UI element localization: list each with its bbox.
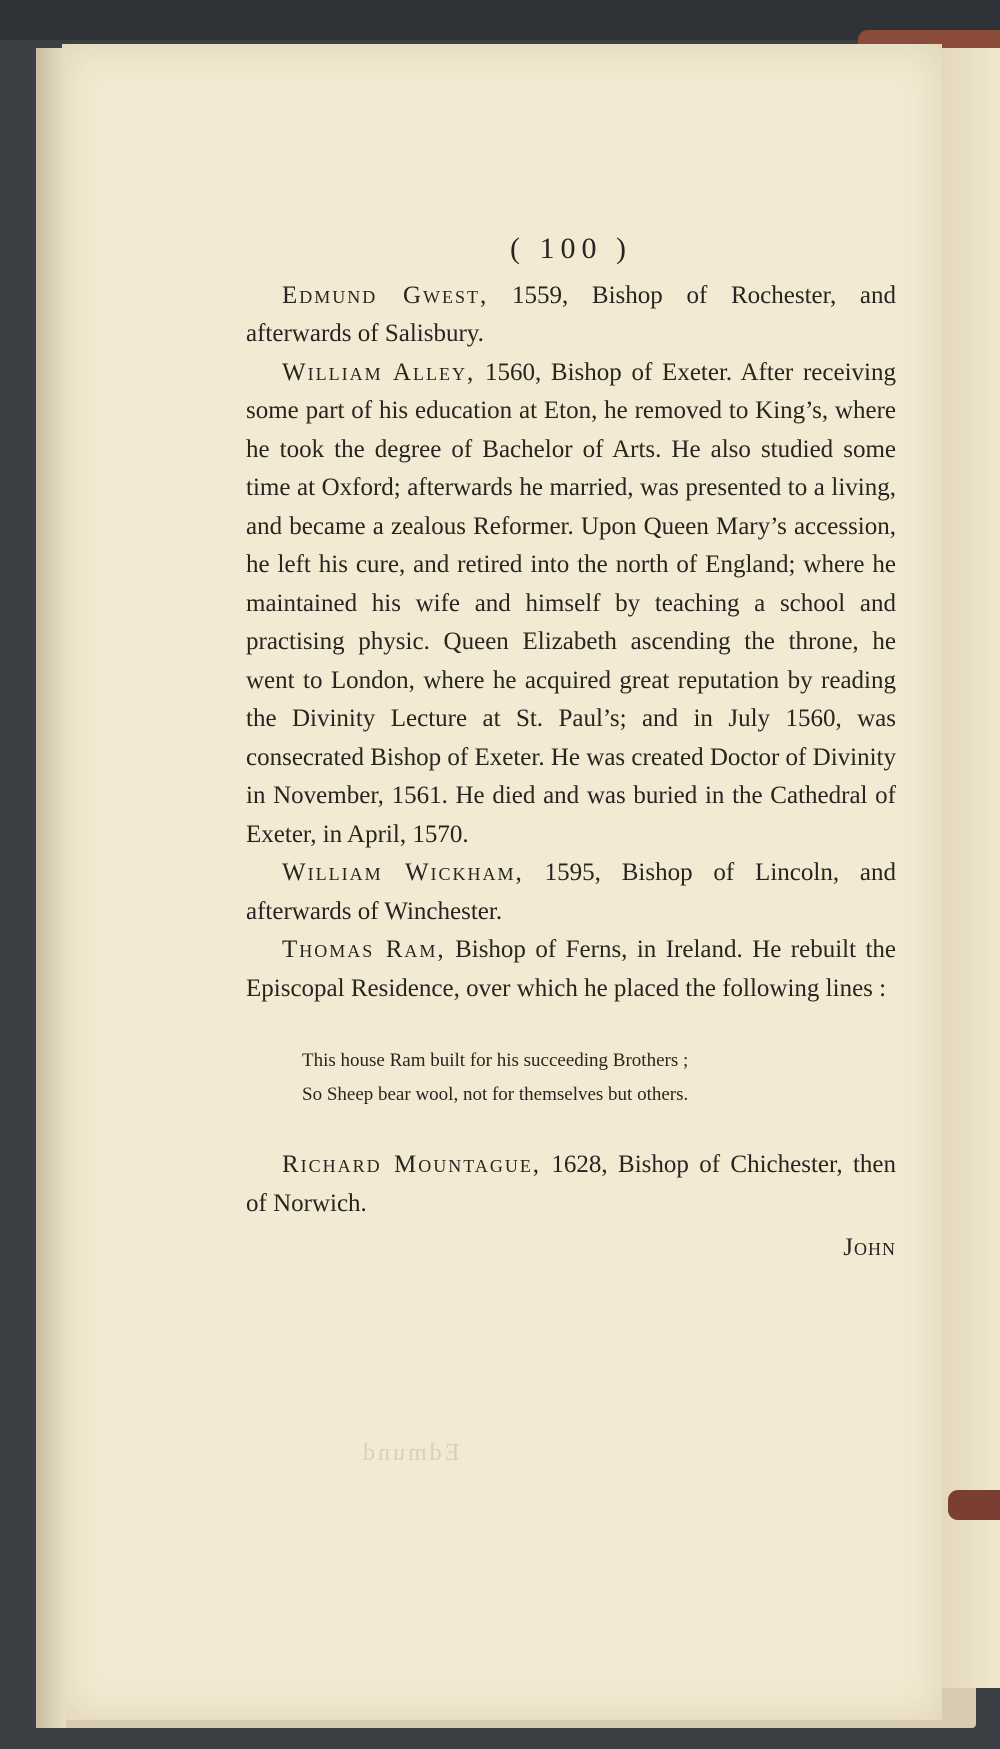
catchword: John — [843, 1234, 896, 1261]
entry-name: William Wickham, — [282, 859, 524, 886]
entry-text: 1595, Bishop of Lincoln, and afterwards of Winchester. — [246, 859, 896, 925]
entry-text: 1560, Bishop of Exeter. After receiving some part of his education at Eton, he removed to King’s, where he took the degree of Bachelor of Arts. He also studied some time at Oxford; afterwards he married, was presented to a living, and became a zealous Reformer. Upon Queen Mary’s accession, he left his cure, and retired into the north of England; where he maintained his wife and himself by teaching a school and practising physic. Queen Elizabeth ascending the throne, he went to London, where he acquired great reputation by reading the Divinity Lecture at St. Paul’s; and in July 1560, was consecrated Bishop of Exeter. He was created Doctor of Divinity in November, 1561. He died and was buried in the Cathedral of Exeter, in April, 1570. — [246, 358, 896, 848]
entry-ram — [246, 931, 896, 1008]
adjacent-page — [942, 48, 1000, 1688]
entry-text: Bishop of Ferns, in Ireland. He rebuilt the Episcopal Residence, over which he placed the following lines : — [246, 936, 897, 1002]
entry-name: Edmund Gwest, — [282, 281, 489, 309]
scan-background — [0, 0, 1000, 40]
entry-name: William Alley, — [282, 358, 476, 386]
page-number: ( 100 ) — [510, 232, 632, 265]
entry-name: Thomas Ram, — [282, 936, 446, 963]
bleed-through-text: Edmund — [360, 1440, 460, 1466]
entry-mountague — [246, 1146, 896, 1223]
poem-line-1: This house Ram built for his succeeding Brothers ; — [302, 1050, 689, 1071]
entry-gwest — [246, 277, 896, 354]
page-gutter — [36, 48, 66, 1728]
entry-name: Richard Mountague, — [282, 1151, 542, 1178]
inscription-poem — [302, 1044, 896, 1112]
binding-bottom — [948, 1490, 1000, 1520]
entry-alley — [246, 354, 896, 855]
entry-wickham — [246, 854, 896, 931]
entry-text: 1628, Bishop of Chichester, then of Norwich. — [246, 1151, 896, 1217]
entry-text: 1559, Bishop of Rochester, and afterwards of Salisbury. — [246, 281, 896, 347]
poem-line-2: So Sheep bear wool, not for themselves but others. — [302, 1084, 689, 1105]
page-text — [246, 230, 896, 1268]
